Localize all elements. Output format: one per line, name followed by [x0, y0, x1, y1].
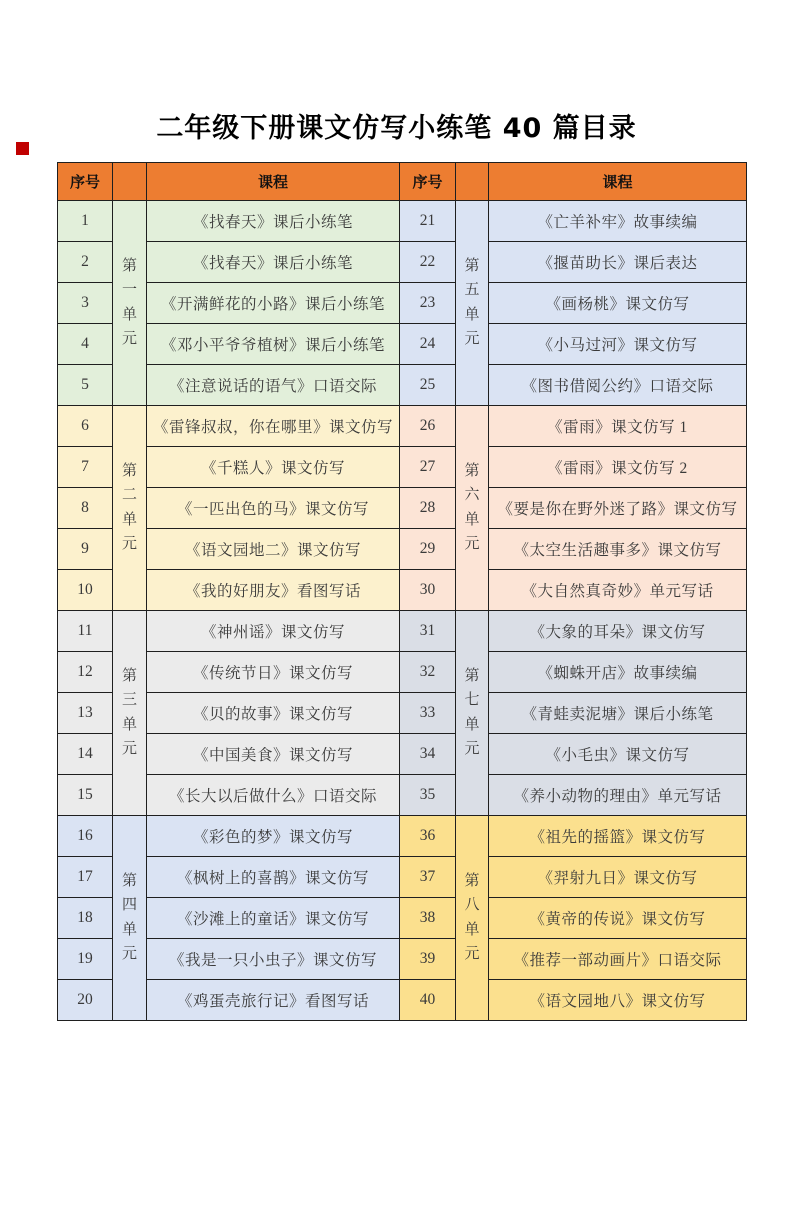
- header-course-right: 课程: [489, 163, 747, 201]
- course-cell: 《沙滩上的童话》课文仿写: [147, 898, 400, 939]
- course-cell: 《画杨桃》课文仿写: [489, 283, 747, 324]
- course-cell: 《我是一只小虫子》课文仿写: [147, 939, 400, 980]
- row-number-cell: 4: [58, 324, 113, 365]
- course-cell: 《羿射九日》课文仿写: [489, 857, 747, 898]
- row-number-cell: 33: [400, 693, 456, 734]
- course-cell: 《彩色的梦》课文仿写: [147, 816, 400, 857]
- course-cell: 《大象的耳朵》课文仿写: [489, 611, 747, 652]
- row-number-cell: 14: [58, 734, 113, 775]
- course-cell: 《太空生活趣事多》课文仿写: [489, 529, 747, 570]
- row-number-cell: 10: [58, 570, 113, 611]
- unit-label-cell: [456, 816, 489, 1021]
- row-number-cell: 5: [58, 365, 113, 406]
- row-number-cell: 12: [58, 652, 113, 693]
- unit-label-cell: [113, 201, 147, 406]
- row-number-cell: 22: [400, 242, 456, 283]
- unit-label-cell: [456, 611, 489, 816]
- course-cell: 《枫树上的喜鹊》课文仿写: [147, 857, 400, 898]
- toc-table: [57, 162, 747, 1021]
- unit-label: 第 一 单 元: [121, 258, 137, 347]
- table-row: [58, 775, 747, 816]
- unit-label-cell: [456, 201, 489, 406]
- course-cell: 《雷锋叔叔，你在哪里》课文仿写: [147, 406, 400, 447]
- course-cell: 《长大以后做什么》口语交际: [147, 775, 400, 816]
- course-cell: 《中国美食》课文仿写: [147, 734, 400, 775]
- course-cell: 《我的好朋友》看图写话: [147, 570, 400, 611]
- course-cell: 《大自然真奇妙》单元写话: [489, 570, 747, 611]
- row-number-cell: 40: [400, 980, 456, 1021]
- row-number-cell: 19: [58, 939, 113, 980]
- course-cell: 《邓小平爷爷植树》课后小练笔: [147, 324, 400, 365]
- row-number-cell: 2: [58, 242, 113, 283]
- unit-label-cell: [113, 816, 147, 1021]
- course-cell: 《小毛虫》课文仿写: [489, 734, 747, 775]
- row-number-cell: 13: [58, 693, 113, 734]
- course-cell: 《贝的故事》课文仿写: [147, 693, 400, 734]
- course-cell: 《找春天》课后小练笔: [147, 201, 400, 242]
- row-number-cell: 37: [400, 857, 456, 898]
- row-number-cell: 6: [58, 406, 113, 447]
- header-course-left: 课程: [147, 163, 400, 201]
- row-number-cell: 20: [58, 980, 113, 1021]
- table-row: [58, 611, 747, 652]
- row-number-cell: 26: [400, 406, 456, 447]
- course-cell: 《千糕人》课文仿写: [147, 447, 400, 488]
- header-unit-left: [113, 163, 147, 201]
- row-number-cell: 8: [58, 488, 113, 529]
- course-cell: 《语文园地八》课文仿写: [489, 980, 747, 1021]
- unit-label-cell: [113, 406, 147, 611]
- table-row: [58, 693, 747, 734]
- unit-label-cell: [456, 406, 489, 611]
- row-number-cell: 31: [400, 611, 456, 652]
- row-number-cell: 24: [400, 324, 456, 365]
- row-number-cell: 11: [58, 611, 113, 652]
- unit-label: 第 七 单 元: [464, 668, 480, 757]
- table-row: [58, 980, 747, 1021]
- table-row: [58, 857, 747, 898]
- row-number-cell: 30: [400, 570, 456, 611]
- row-number-cell: 25: [400, 365, 456, 406]
- course-cell: 《养小动物的理由》单元写话: [489, 775, 747, 816]
- row-number-cell: 1: [58, 201, 113, 242]
- table-row: [58, 447, 747, 488]
- course-cell: 《语文园地二》课文仿写: [147, 529, 400, 570]
- row-number-cell: 27: [400, 447, 456, 488]
- course-cell: 《传统节日》课文仿写: [147, 652, 400, 693]
- table-row: [58, 242, 747, 283]
- row-number-cell: 32: [400, 652, 456, 693]
- table-row: [58, 324, 747, 365]
- course-cell: 《揠苗助长》课后表达: [489, 242, 747, 283]
- header-index-left: 序号: [58, 163, 113, 201]
- table-row: [58, 898, 747, 939]
- unit-label: 第 五 单 元: [464, 258, 480, 347]
- course-cell: 《小马过河》课文仿写: [489, 324, 747, 365]
- unit-label: 第 四 单 元: [121, 873, 137, 962]
- row-number-cell: 18: [58, 898, 113, 939]
- table-row: [58, 652, 747, 693]
- table-row: [58, 734, 747, 775]
- row-number-cell: 29: [400, 529, 456, 570]
- course-cell: 《一匹出色的马》课文仿写: [147, 488, 400, 529]
- table-row: [58, 939, 747, 980]
- course-cell: 《鸡蛋壳旅行记》看图写话: [147, 980, 400, 1021]
- corner-mark: [16, 142, 29, 155]
- header-unit-right: [456, 163, 489, 201]
- course-cell: 《图书借阅公约》口语交际: [489, 365, 747, 406]
- row-number-cell: 9: [58, 529, 113, 570]
- unit-label: 第 二 单 元: [121, 463, 137, 552]
- table-row: [58, 406, 747, 447]
- course-cell: 《注意说话的语气》口语交际: [147, 365, 400, 406]
- course-cell: 《青蛙卖泥塘》课后小练笔: [489, 693, 747, 734]
- row-number-cell: 34: [400, 734, 456, 775]
- unit-label: 第 八 单 元: [464, 873, 480, 962]
- row-number-cell: 7: [58, 447, 113, 488]
- header-index-right: 序号: [400, 163, 456, 201]
- row-number-cell: 23: [400, 283, 456, 324]
- course-cell: 《找春天》课后小练笔: [147, 242, 400, 283]
- course-cell: 《蜘蛛开店》故事续编: [489, 652, 747, 693]
- row-number-cell: 28: [400, 488, 456, 529]
- unit-label: 第 三 单 元: [121, 668, 137, 757]
- table-row: [58, 365, 747, 406]
- table-row: [58, 201, 747, 242]
- table-row: [58, 529, 747, 570]
- row-number-cell: 17: [58, 857, 113, 898]
- page-title: 二年级下册课文仿写小练笔 40 篇目录: [156, 113, 637, 144]
- row-number-cell: 21: [400, 201, 456, 242]
- row-number-cell: 15: [58, 775, 113, 816]
- course-cell: 《推荐一部动画片》口语交际: [489, 939, 747, 980]
- course-cell: 《祖先的摇篮》课文仿写: [489, 816, 747, 857]
- course-cell: 《雷雨》课文仿写 1: [489, 406, 747, 447]
- course-cell: 《要是你在野外迷了路》课文仿写: [489, 488, 747, 529]
- course-cell: 《神州谣》课文仿写: [147, 611, 400, 652]
- row-number-cell: 3: [58, 283, 113, 324]
- table-row: [58, 570, 747, 611]
- course-cell: 《亡羊补牢》故事续编: [489, 201, 747, 242]
- table-row: [58, 283, 747, 324]
- unit-label-cell: [113, 611, 147, 816]
- row-number-cell: 35: [400, 775, 456, 816]
- course-cell: 《雷雨》课文仿写 2: [489, 447, 747, 488]
- table-row: [58, 488, 747, 529]
- table-row: [58, 816, 747, 857]
- course-cell: 《开满鲜花的小路》课后小练笔: [147, 283, 400, 324]
- course-cell: 《黄帝的传说》课文仿写: [489, 898, 747, 939]
- row-number-cell: 36: [400, 816, 456, 857]
- row-number-cell: 39: [400, 939, 456, 980]
- unit-label: 第 六 单 元: [464, 463, 480, 552]
- row-number-cell: 16: [58, 816, 113, 857]
- header-row: [58, 163, 747, 201]
- row-number-cell: 38: [400, 898, 456, 939]
